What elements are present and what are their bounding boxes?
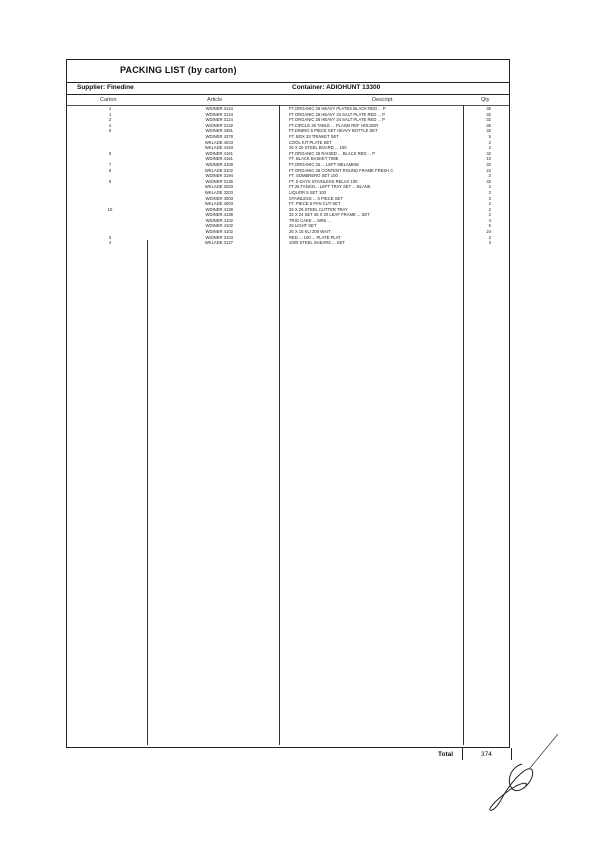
cell-article: WDINER 4102 (205, 223, 233, 229)
container-label: Container: ADIOHUNT 13300 (292, 84, 381, 91)
cell-article: WDINER 3124 (205, 106, 233, 111)
cell-description: LIQUOR 5 SET 100 (289, 189, 326, 195)
cell-qty: 5 (488, 223, 491, 229)
cell-carton: 7 (108, 161, 112, 167)
cell-article: WDINER 4381 (205, 128, 233, 134)
cell-article: WDINER 4161 (205, 156, 233, 162)
cell-qty: 2 (488, 234, 491, 240)
cell-article: WDINER 3132 (205, 122, 233, 128)
cell-qty: 24 (486, 229, 491, 235)
cell-description: RED ... 100 ... PLATE PLAT (289, 234, 341, 240)
cell-qty: 2 (488, 139, 491, 145)
page-title: PACKING LIST (by carton) (120, 65, 237, 75)
cell-description: 26 X 20 STEEL BOARD ... 100 (289, 145, 347, 151)
total-label: Total (438, 751, 454, 758)
cell-carton: 4 (108, 122, 112, 128)
cell-qty: 32 (486, 117, 491, 123)
cell-carton: 2 (108, 117, 112, 123)
cell-article: WDINER 3124 (205, 117, 233, 123)
cell-article: WKLADE 3102 (204, 167, 233, 173)
cell-article: WDINER 3136 (205, 178, 233, 184)
cell-qty: 35 (486, 106, 491, 111)
cell-description: TRIO CAKE ... MINI ... (289, 217, 331, 223)
cell-qty: 24 (486, 167, 491, 173)
cell-description: FT.DINING 5 PIECE SET HEAVY BOTTLE SET (289, 128, 378, 134)
cell-description: FT.ORGANIC 26 HEAVY PLATES BLACK RED ... P (289, 106, 386, 111)
column-divider-carton (147, 240, 148, 745)
cell-qty: 2 (488, 189, 491, 195)
cell-description: 1000 STEEL SHEARS ... SET (289, 240, 345, 246)
cell-article: WDINER 4138 (205, 206, 233, 212)
cell-carton: 9 (108, 178, 112, 184)
table-row (67, 240, 509, 246)
cell-carton: 6 (108, 150, 112, 156)
column-header-article: Article (207, 97, 223, 103)
cell-qty: 2 (488, 201, 491, 207)
cell-article: WDINER 4138 (205, 212, 233, 218)
cell-qty: 32 (486, 161, 491, 167)
cell-article: WKLADE 3127 (204, 240, 233, 246)
cell-article: WDINER 4102 (205, 217, 233, 223)
cell-qty: 2 (488, 212, 491, 218)
total-value: 374 (481, 751, 492, 758)
title-row (67, 60, 509, 83)
cell-description: FT.ORGANIC 25 ... LEFT MELAMINE (289, 161, 360, 167)
supplier-label: Supplier: Finedine (77, 84, 134, 91)
cell-article: WDINER 3103 (205, 234, 233, 240)
cell-description: 25 X 25 STEEL CUTTER TRAY (289, 206, 348, 212)
cell-article: WKLADE 3203 (204, 184, 233, 190)
cell-article: WDINER 4003 (205, 195, 233, 201)
cell-qty: 4 (488, 217, 491, 223)
column-header-carton: Carton (100, 97, 117, 103)
cell-description: FT. SOMBRERO SET 100 (289, 173, 338, 179)
cell-description: 25 LIGHT SET (289, 223, 317, 229)
cell-carton: 4 (108, 240, 112, 246)
cell-description: FT. 5 DAYS STAINLESS RELAX 100 (289, 178, 358, 184)
cell-qty: 5 (488, 133, 491, 139)
cell-article: WKLADE 4023 (204, 139, 233, 145)
cell-qty: 2 (488, 184, 491, 190)
cell-qty: 3 (488, 240, 491, 246)
cell-article: WDINER 4378 (205, 133, 233, 139)
cell-article: WKLADE 4003 (204, 201, 233, 207)
cell-description: FT. PIECE 5 PAN CUT SET (289, 201, 341, 207)
cell-article: WDINER 4161 (205, 150, 233, 156)
cell-description: 32 X 24 SET 26 X 20 LEAF FRAME ... SET (289, 212, 370, 218)
cell-article: WDINER 3124 (205, 111, 233, 117)
cell-carton: 1 (108, 111, 112, 117)
packing-list-frame (66, 59, 510, 748)
cell-description: COOL KIT PLATE SET (289, 139, 332, 145)
cell-description: FT.25 TANGO... LEFT TRAY SET ... BLANK (289, 184, 371, 190)
cell-article: WDINER 3108 (205, 161, 233, 167)
cell-description: FT. BOX 33 TRINKET SET (289, 133, 339, 139)
cell-description: FT.ORGANIC 26 RAISED ... BLACK RED ... P (289, 150, 376, 156)
cell-carton: 8 (108, 167, 112, 173)
cell-article: WKLADE 3203 (204, 189, 233, 195)
cell-carton: 1 (108, 106, 112, 111)
cell-carton: 5 (108, 128, 112, 134)
cell-qty: 10 (486, 156, 491, 162)
cell-qty: 2 (488, 145, 491, 151)
cell-description: FT. BLACK BASKET TIME (289, 156, 339, 162)
column-header-qty: Qty (481, 97, 490, 103)
cell-description: 26 X 15 KLI 200 WAIT (289, 229, 331, 235)
cell-qty: 3 (488, 195, 491, 201)
signature-mark (478, 728, 578, 818)
header-row (67, 82, 509, 95)
cell-description: FT.ORGANIC 26 CONTENT ROUND FRAME FRESH C (289, 167, 394, 173)
cell-qty: 36 (486, 122, 491, 128)
cell-article: WDINER 4102 (205, 229, 233, 235)
cell-qty: 32 (486, 128, 491, 134)
column-header-description: Descript. (372, 97, 394, 103)
cell-qty: 32 (486, 178, 491, 184)
cell-qty: 32 (486, 150, 491, 156)
cell-carton: 3 (108, 234, 112, 240)
cell-article: WDINER 3194 (205, 173, 233, 179)
cell-description: FT.ORGANIC 26 HEAVY 24 SALT PLATE RED ... P (289, 111, 385, 117)
cell-qty: 2 (488, 173, 491, 179)
cell-article: WKLADE 4163 (204, 145, 233, 151)
cell-qty: 32 (486, 111, 491, 117)
cell-description: FT.ORGANIC 26 HEAVY 24 SALT PLATE RED ... P (289, 117, 385, 123)
cell-description: FT.CIRCLE 26 TABLE ... PLASM REF HOLDER (289, 122, 379, 128)
column-header-row (67, 95, 509, 106)
cell-qty: 2 (488, 206, 491, 212)
cell-carton: 10 (107, 206, 113, 212)
table-body (67, 106, 509, 246)
cell-description: STAINLESS ... 5 PIECE SET (289, 195, 343, 201)
